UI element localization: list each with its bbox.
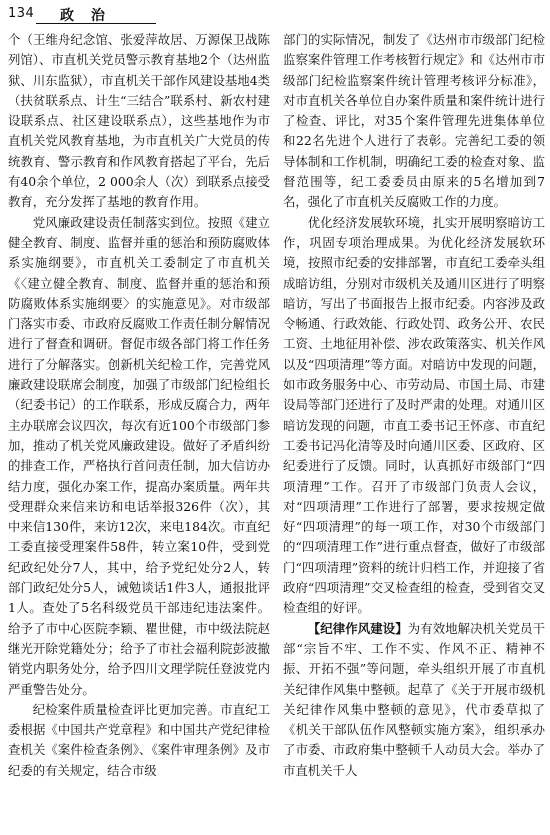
paragraph: 部门的实际情况，制发了《达州市市级部门纪检监察案件管理工作考核暂行规定》和《达州市市级部门纪检监察案件统计管理考核评分标准》，对市直机关各单位自办案件质量和案件统计进行了检查、评比，对35个案件管理先进集体单位和22名先进个人进行了表彰。完善纪工委的领导体制和工作机制，明确纪工委的检查对象、监督范围等，纪工委委员由原来的5名增加到7名，强化了市直机关反腐败工作的力度。 — [283, 32, 545, 210]
right-column — [283, 30, 545, 781]
paragraph-text: 为有效地解决机关党员干部“宗旨不牢、工作不实、作风不正、精神不振、开拓不强”等问题，牵头组织开展了市直机关纪律作风集中整顿。起草了《关于开展市级机关纪律作风集中整顿的意见》，代市委草拟了《机关干部队伍作风整顿实施方案》，组织承办了市委、市政府集中整顿千人动员大会。举办了市直机关千人 — [283, 620, 546, 778]
paragraph: 个（王维舟纪念馆、张爱萍故居、万源保卫战陈列馆）、市直机关党员警示教育基地2个（达州监狱、川东监狱），市直机关干部作风建设基地4类（扶贫联系点、计生“三结合”联系村、新农村建设联系点、社区建设联系点），这些基地作为市直机关党风教育基地，为市直机关广大党员的传统教育、警示教育和作风教育搭起了平台，先后有40余个单位，2 000余人（次）到联系点接受教育，充分发挥了基地的教育作用。 — [8, 32, 270, 210]
left-column — [8, 30, 270, 781]
paragraph: 党风廉政建设责任制落实到位。按照《建立健全教育、制度、监督并重的惩治和预防腐败体系实施纲要》，市直机关工委制定了市直机关《〈建立健全教育、制度、监督并重的惩治和预防腐败体系实施纲要〉的实施意见》。对市级部门落实市委、市政府反腐败工作责任制分解情况进行了督查和调研。督促市级各部门将工作任务进行了分解落实。创新机关纪检工作，完善党风廉政建设联席会制度，加强了市级部门纪检组长（纪委书记）的工作联系，形成反腐合力，两年主办联席会议四次，每次有近100个市级部门参加，推动了机关党风廉政建设。做好了矛盾纠纷的排查工作，严格执行首问责任制，加大信访办结力度，强化办案工作，提高办案质量。两年共受理群众来信来访和电话举报326件（次），其中来信130件，来访12次，来电184次。市直纪工委直接受理案件58件，转立案10件，受到党纪政纪处分7人，其中，给予党纪处分2人，转部门政纪处分5人，诫勉谈话1件3人，通报批评1人。查处了5名科级党员干部违纪违法案件。给予了市中心医院李颖、瞿世健，市中级法院赵继光开除党籍处分；给予了市社会福利院彭波撤销党内职务处分，给予四川文理学院任登波党内严重警告处分。 — [8, 214, 270, 697]
paragraph: 纪检案件质量检查评比更加完善。市直纪工委根据《中国共产党章程》和中国共产党纪律检查机关《案件检查条例》、《案件审理条例》及市纪委的有关规定，结合市级 — [8, 701, 270, 778]
header-rule — [36, 23, 156, 24]
section-label: 【纪律作风建设】 — [307, 620, 408, 636]
page-header — [8, 6, 542, 28]
running-title: 政 治 — [60, 8, 111, 24]
page-number: 134 — [8, 6, 35, 21]
paragraph: 优化经济发展软环境，扎实开展明察暗访工作，巩固专项治理成果。为优化经济发展软环境，按照市纪委的安排部署，市直纪工委牵头组成暗访组，分别对市级机关及通川区进行了明察暗访，写出了书面报告上报市纪委。内容涉及政令畅通、行政效能、行政处罚、政务公开、农民工资、土地征用补偿、涉农政策落实、机关作风以及“四项清理”等方面。对暗访中发现的问题，如市政务服务中心、市劳动局、市国土局、市建设局等部门还进行了及时严肃的处理。对通川区暗访发现的问题，市直工委书记王怀彦、市直纪工委书记冯化清等及时向通川区委、区政府、区纪委进行了反馈。同时，认真抓好市级部门“四项清理”工作。召开了市级部门负责人会议，对“四项清理”工作进行了部署，要求按规定做好“四项清理”的每一项工作，对30个市级部门的“四项清理工作”进行重点督查，做好了市级部门“四项清理”资料的统计归档工作，并迎接了省政府“四项清理”交叉检查组的检查，受到省交叉检查组的好评。 — [283, 214, 545, 616]
paragraph-discipline — [283, 619, 545, 781]
